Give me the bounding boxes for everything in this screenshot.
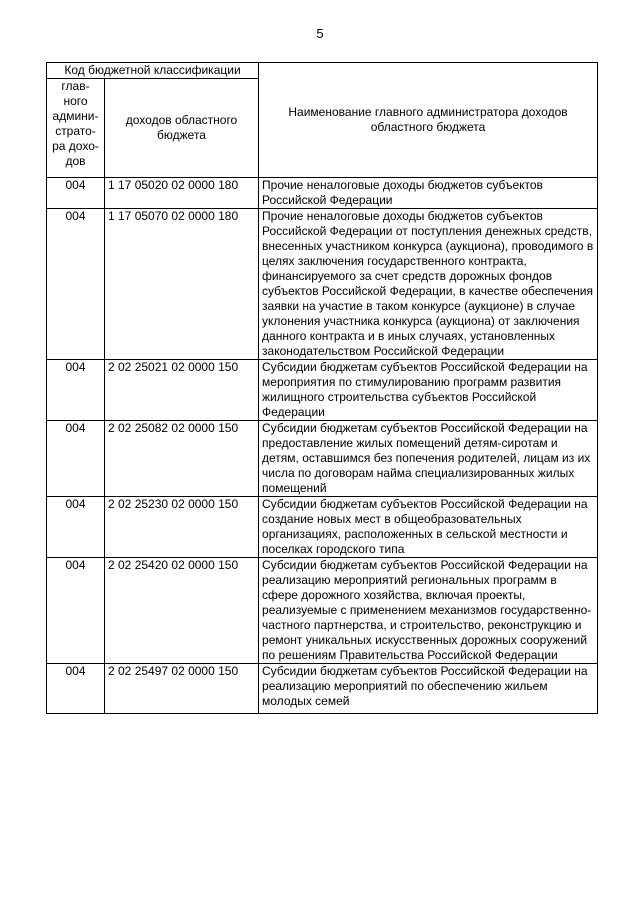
income-code-cell: 2 02 25021 02 0000 150	[105, 360, 259, 421]
table-row	[47, 497, 598, 558]
name-cell: Субсидии бюджетам субъектов Российской Федерации на реализацию мероприятий региональных программ в сфере дорожного хозяйства, включая проекты, реализуемые с применением механизмов государственно-частного партнерства, и строительство, реконструкцию и ремонт уникальных искусственных дорожных сооружений по решениям Правительства Российской Федерации	[259, 558, 598, 664]
name-cell: Субсидии бюджетам субъектов Российской Федерации на создание новых мест в общеобразовательных организациях, расположенных в сельской местности и поселках городского типа	[259, 497, 598, 558]
table-row	[47, 178, 598, 209]
income-code-cell: 2 02 25497 02 0000 150	[105, 664, 259, 714]
income-code-cell: 1 17 05070 02 0000 180	[105, 209, 259, 360]
table-header-row-1	[47, 63, 598, 79]
admin-code-cell: 004	[47, 558, 105, 664]
income-code-cell: 1 17 05020 02 0000 180	[105, 178, 259, 209]
table-row	[47, 664, 598, 714]
name-cell: Прочие неналоговые доходы бюджетов субъектов Российской Федерации	[259, 178, 598, 209]
name-cell: Субсидии бюджетам субъектов Российской Федерации на реализацию мероприятий по обеспечению жильем молодых семей	[259, 664, 598, 714]
name-cell: Субсидии бюджетам субъектов Российской Федерации на предоставление жилых помещений детям-сиротам и детям, оставшимся без попечения родителей, лицам из их числа по договорам найма специализированных жилых помещений	[259, 421, 598, 497]
admin-code-cell: 004	[47, 664, 105, 714]
table-row	[47, 209, 598, 360]
kbk-header: Код бюджетной классификации	[47, 63, 259, 79]
income-header: доходов областного бюджета	[105, 79, 259, 178]
admin-code-cell: 004	[47, 178, 105, 209]
income-code-cell: 2 02 25230 02 0000 150	[105, 497, 259, 558]
name-header: Наименование главного администратора доходов областного бюджета	[259, 63, 598, 178]
income-code-cell: 2 02 25420 02 0000 150	[105, 558, 259, 664]
admin-code-cell: 004	[47, 360, 105, 421]
admin-code-cell: 004	[47, 497, 105, 558]
table-row	[47, 421, 598, 497]
table-row	[47, 360, 598, 421]
page-number: 5	[316, 26, 324, 41]
admin-code-cell: 004	[47, 209, 105, 360]
admin-header-text: глав- ного админи- страто- ра дохо- дов	[52, 79, 99, 168]
admin-header	[47, 79, 105, 178]
name-cell: Прочие неналоговые доходы бюджетов субъектов Российской Федерации от поступления денежных средств, внесенных участником конкурса (аукциона), проводимого в целях заключения государственного контракта, финансируемого за счет средств дорожных фондов субъектов Российской Федерации, в качестве обеспечения заявки на участие в таком конкурсе (аукционе) в случае уклонения участника конкурса (аукциона) от заключения данного контракта и в иных случаях, установленных законодательством Российской Федерации	[259, 209, 598, 360]
table-row	[47, 558, 598, 664]
name-cell: Субсидии бюджетам субъектов Российской Федерации на мероприятия по стимулированию программ развития жилищного строительства субъектов Российской Федерации	[259, 360, 598, 421]
income-code-cell: 2 02 25082 02 0000 150	[105, 421, 259, 497]
budget-classification-table	[46, 62, 598, 714]
admin-code-cell: 004	[47, 421, 105, 497]
